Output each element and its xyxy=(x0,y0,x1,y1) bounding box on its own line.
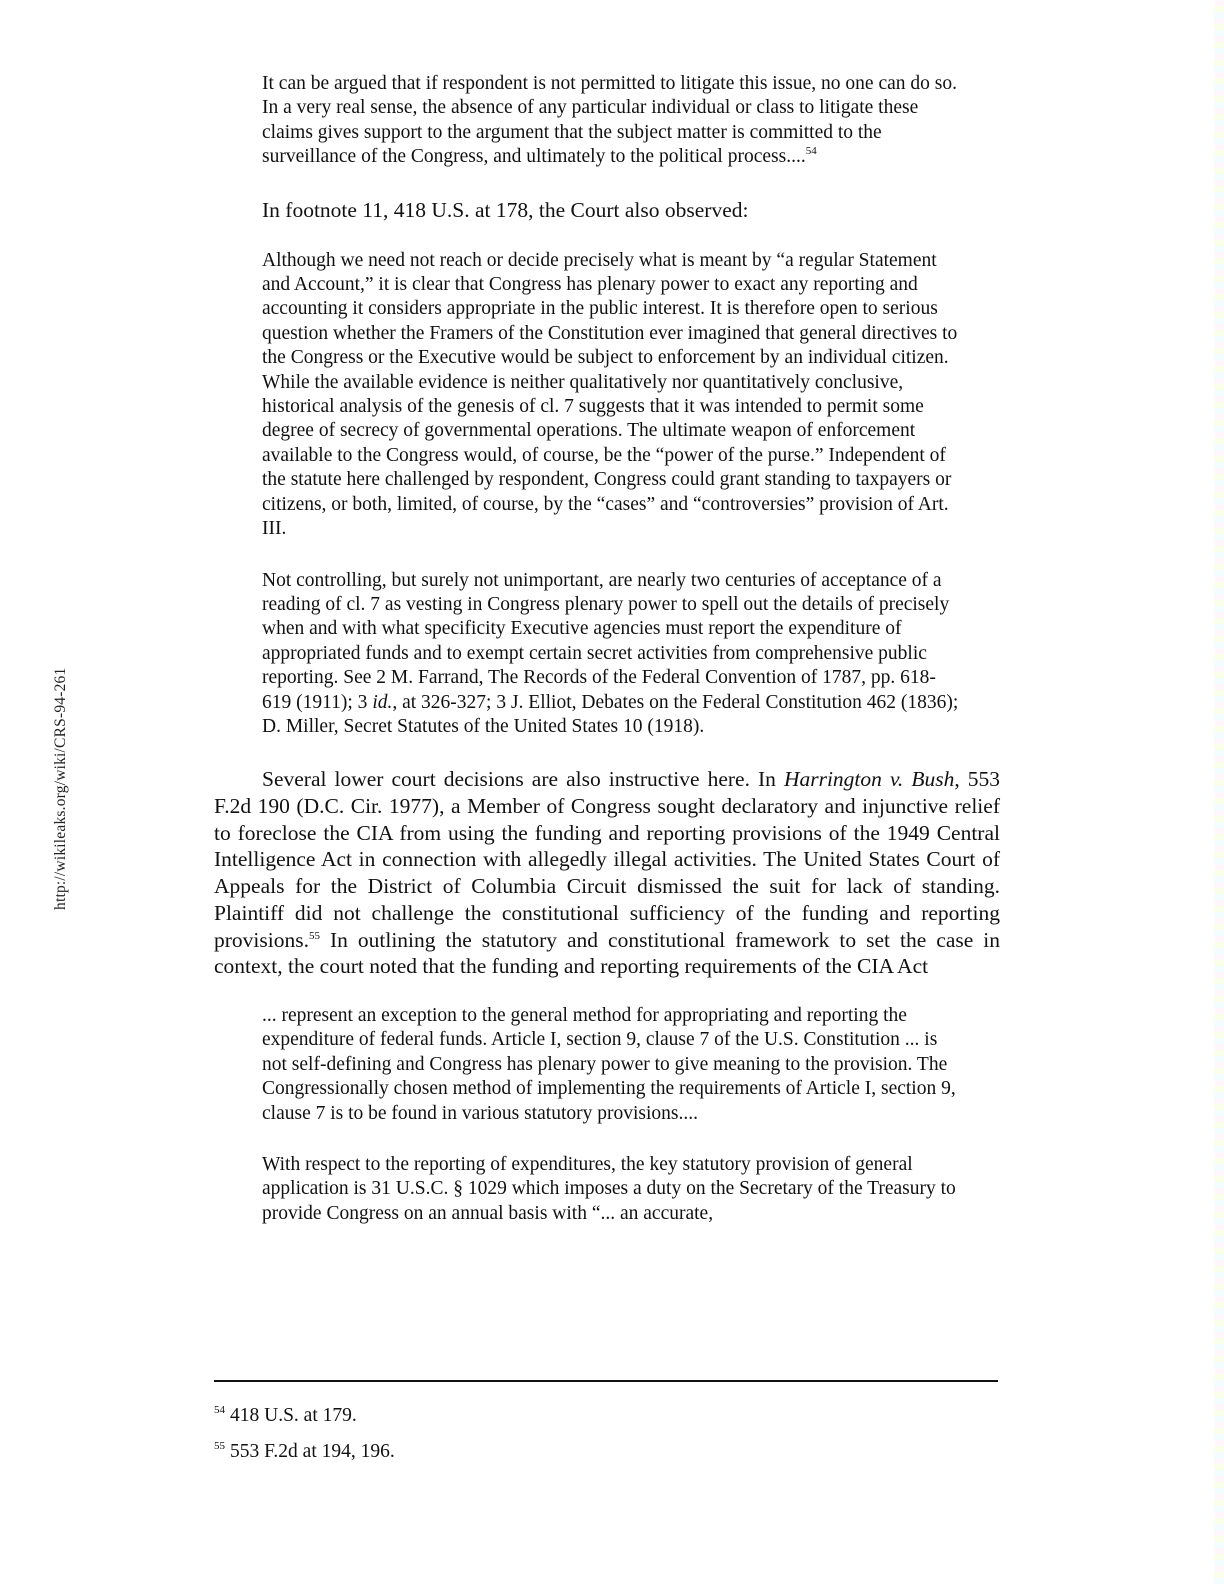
body-paragraph xyxy=(214,766,1000,980)
quote-paragraph: Although we need not reach or decide precisely what is meant by “a regular Statement and Account,” it is clear that Congress has plenary power to exact any reporting and accounting it considers appropriate in the public interest. It is therefore open to serious question whether the Framers of the Constitution ever imagined that general directives to the Congress or the Executive would be subject to enforcement by an individual citizen. While the available evidence is neither qualitatively nor quantitatively conclusive, historical analysis of the genesis of cl. 7 suggests that it was intended to permit some degree of secrecy of governmental operations. The ultimate weapon of enforcement available to the Congress would, of course, be the “power of the purse.” Independent of the statute here challenged by respondent, Congress could grant standing to taxpayers or citizens, or both, limited, of course, by the “cases” and “controversies” provision of Art. III. xyxy=(262,249,958,540)
document-page xyxy=(214,72,1000,1253)
body-text: , 553 F.2d 190 (D.C. Cir. 1977), a Member of Congress sought declaratory and injunctive relief to foreclose the CIA from using the funding and reporting provisions of the 1949 Central Intelligence Act in connection with allegedly illegal activities. The United States Court of Appeals for the District of Columbia Circuit dismissed the suit for lack of standing. Plaintiff did not challenge the constitutional sufficiency of the funding and reporting provisions. xyxy=(214,767,1000,952)
footnote-ref-54[interactable]: 54 xyxy=(805,145,817,158)
intro-line: In footnote 11, 418 U.S. at 178, the Court also observed: xyxy=(262,197,749,222)
footnote-54 xyxy=(214,1404,395,1428)
footnote-separator xyxy=(214,1380,998,1382)
footnote-text: 418 U.S. at 179. xyxy=(230,1405,357,1426)
body-text: Several lower court decisions are also instructive here. In xyxy=(262,767,784,792)
quote-paragraph xyxy=(262,569,962,740)
quote-paragraph: With respect to the reporting of expenditures, the key statutory provision of general application is 31 U.S.C. § 1029 which imposes a duty on the Secretary of the Treasury to provide Congress on an annual basis with “... an accurate, xyxy=(262,1154,956,1224)
quote-text: It can be argued that if respondent is not permitted to litigate this issue, no one can do so. In a very real sense, the absence of any particular individual or class to litigate these claims gives support to the argument that the subject matter is committed to the surveillance of the Congress, and ultimately to the political process.... xyxy=(262,73,957,168)
quote-paragraph: ... represent an exception to the general method for appropriating and reporting the expenditure of federal funds. Article I, section 9, clause 7 of the U.S. Constitution ... is not self-defining and Congress has plenary power to give meaning to the provision. The Congressionally chosen method of implementing the requirements of Article I, section 9, clause 7 is to be found in various statutory provisions.... xyxy=(262,1004,956,1124)
footnote-ref-55[interactable]: 55 xyxy=(308,929,320,942)
footnote-number: 54 xyxy=(214,1404,225,1416)
quote-paragraph xyxy=(262,72,962,170)
scan-edge-artifact xyxy=(1214,0,1224,1584)
body-text: In outlining the statutory and constitutional framework to set the case in context, the court noted that the funding and reporting requirements of the CIA Act xyxy=(214,927,1000,979)
citation-id: id. xyxy=(372,691,393,713)
block-quote-3 xyxy=(262,1004,962,1226)
block-quote-2 xyxy=(262,249,962,740)
footnote-number: 55 xyxy=(214,1440,225,1452)
footnote-text: 553 F.2d at 194, 196. xyxy=(230,1441,395,1462)
block-quote-1 xyxy=(262,72,962,170)
case-name: Harrington v. Bush xyxy=(783,767,955,792)
footnotes xyxy=(214,1404,395,1476)
quote-text: , at 326-327; 3 J. Elliot, Debates on the Federal Constitution 462 (1836); D. Miller, Secret Statutes of the United States 10 (1918). xyxy=(262,691,959,737)
quote-text: Not controlling, but surely not unimportant, are nearly two centuries of acceptance of a reading of cl. 7 as vesting in Congress plenary power to spell out the details of precisely when and with what specificity Executive agencies must report the expenditure of appropriated funds and to exempt certain secret activities from comprehensive public reporting. See 2 M. Farrand, The Records of the Federal Convention of 1787, pp. 618-619 (1911); 3 xyxy=(262,569,950,713)
source-url-watermark: http://wikileaks.org/wiki/CRS-94-261 xyxy=(52,667,69,910)
footnote-55 xyxy=(214,1440,395,1464)
